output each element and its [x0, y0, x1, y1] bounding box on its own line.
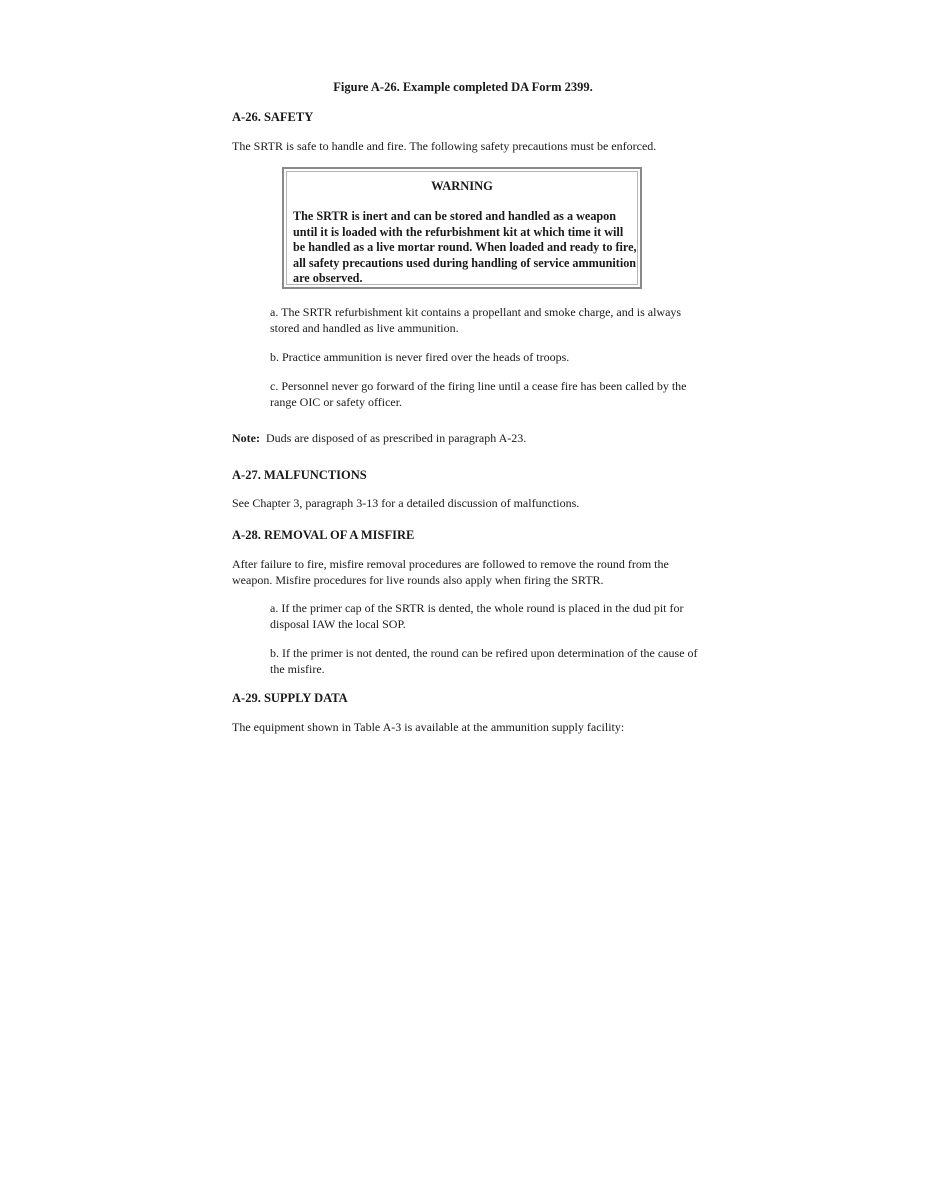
note-text: Duds are disposed of as prescribed in paragraph A-23. — [265, 431, 527, 445]
note-label: Note: — [232, 431, 260, 445]
section-heading-misfire: A-28. REMOVAL OF A MISFIRE — [232, 528, 415, 542]
supply-text: The equipment shown in Table A-3 is available at the ammunition supply facility: — [232, 720, 625, 734]
malfunctions-text: See Chapter 3, paragraph 3-13 for a detailed discussion of malfunctions. — [232, 496, 580, 510]
safety-intro: The SRTR is safe to handle and fire. The following safety precautions must be enforced. — [232, 139, 657, 153]
section-heading-malfunctions: A-27. MALFUNCTIONS — [232, 468, 367, 482]
safety-item-a: a. The SRTR refurbishment kit contains a propellant and smoke charge, and is always stored and handled as live ammunition. — [270, 305, 682, 335]
safety-item-c: c. Personnel never go forward of the firing line until a cease fire has been called by the range OIC or safety officer. — [270, 379, 687, 409]
safety-item-b: b. Practice ammunition is never fired over the heads of troops. — [270, 350, 570, 364]
section-heading-supply: A-29. SUPPLY DATA — [232, 691, 348, 705]
note — [232, 430, 526, 446]
misfire-item-b: b. If the primer is not dented, the round can be refired upon determination of the cause of the misfire. — [270, 646, 698, 676]
figure-caption: Figure A-26. Example completed DA Form 2399. — [333, 80, 593, 94]
warning-title: WARNING — [431, 179, 493, 193]
section-heading-safety: A-26. SAFETY — [232, 110, 314, 124]
warning-body: The SRTR is inert and can be stored and handled as a weapon until it is loaded with the refurbishment kit at which time it will be handled as a live mortar round. When loaded and ready to fire, all safety precautions used during handling of service ammunition are observed. — [293, 209, 637, 285]
misfire-item-a: a. If the primer cap of the SRTR is dented, the whole round is placed in the dud pit for disposal IAW the local SOP. — [270, 601, 684, 631]
warning-box — [282, 167, 642, 289]
misfire-intro: After failure to fire, misfire removal procedures are followed to remove the round from the weapon. Misfire procedures for live rounds also apply when firing the SRTR. — [232, 557, 669, 587]
